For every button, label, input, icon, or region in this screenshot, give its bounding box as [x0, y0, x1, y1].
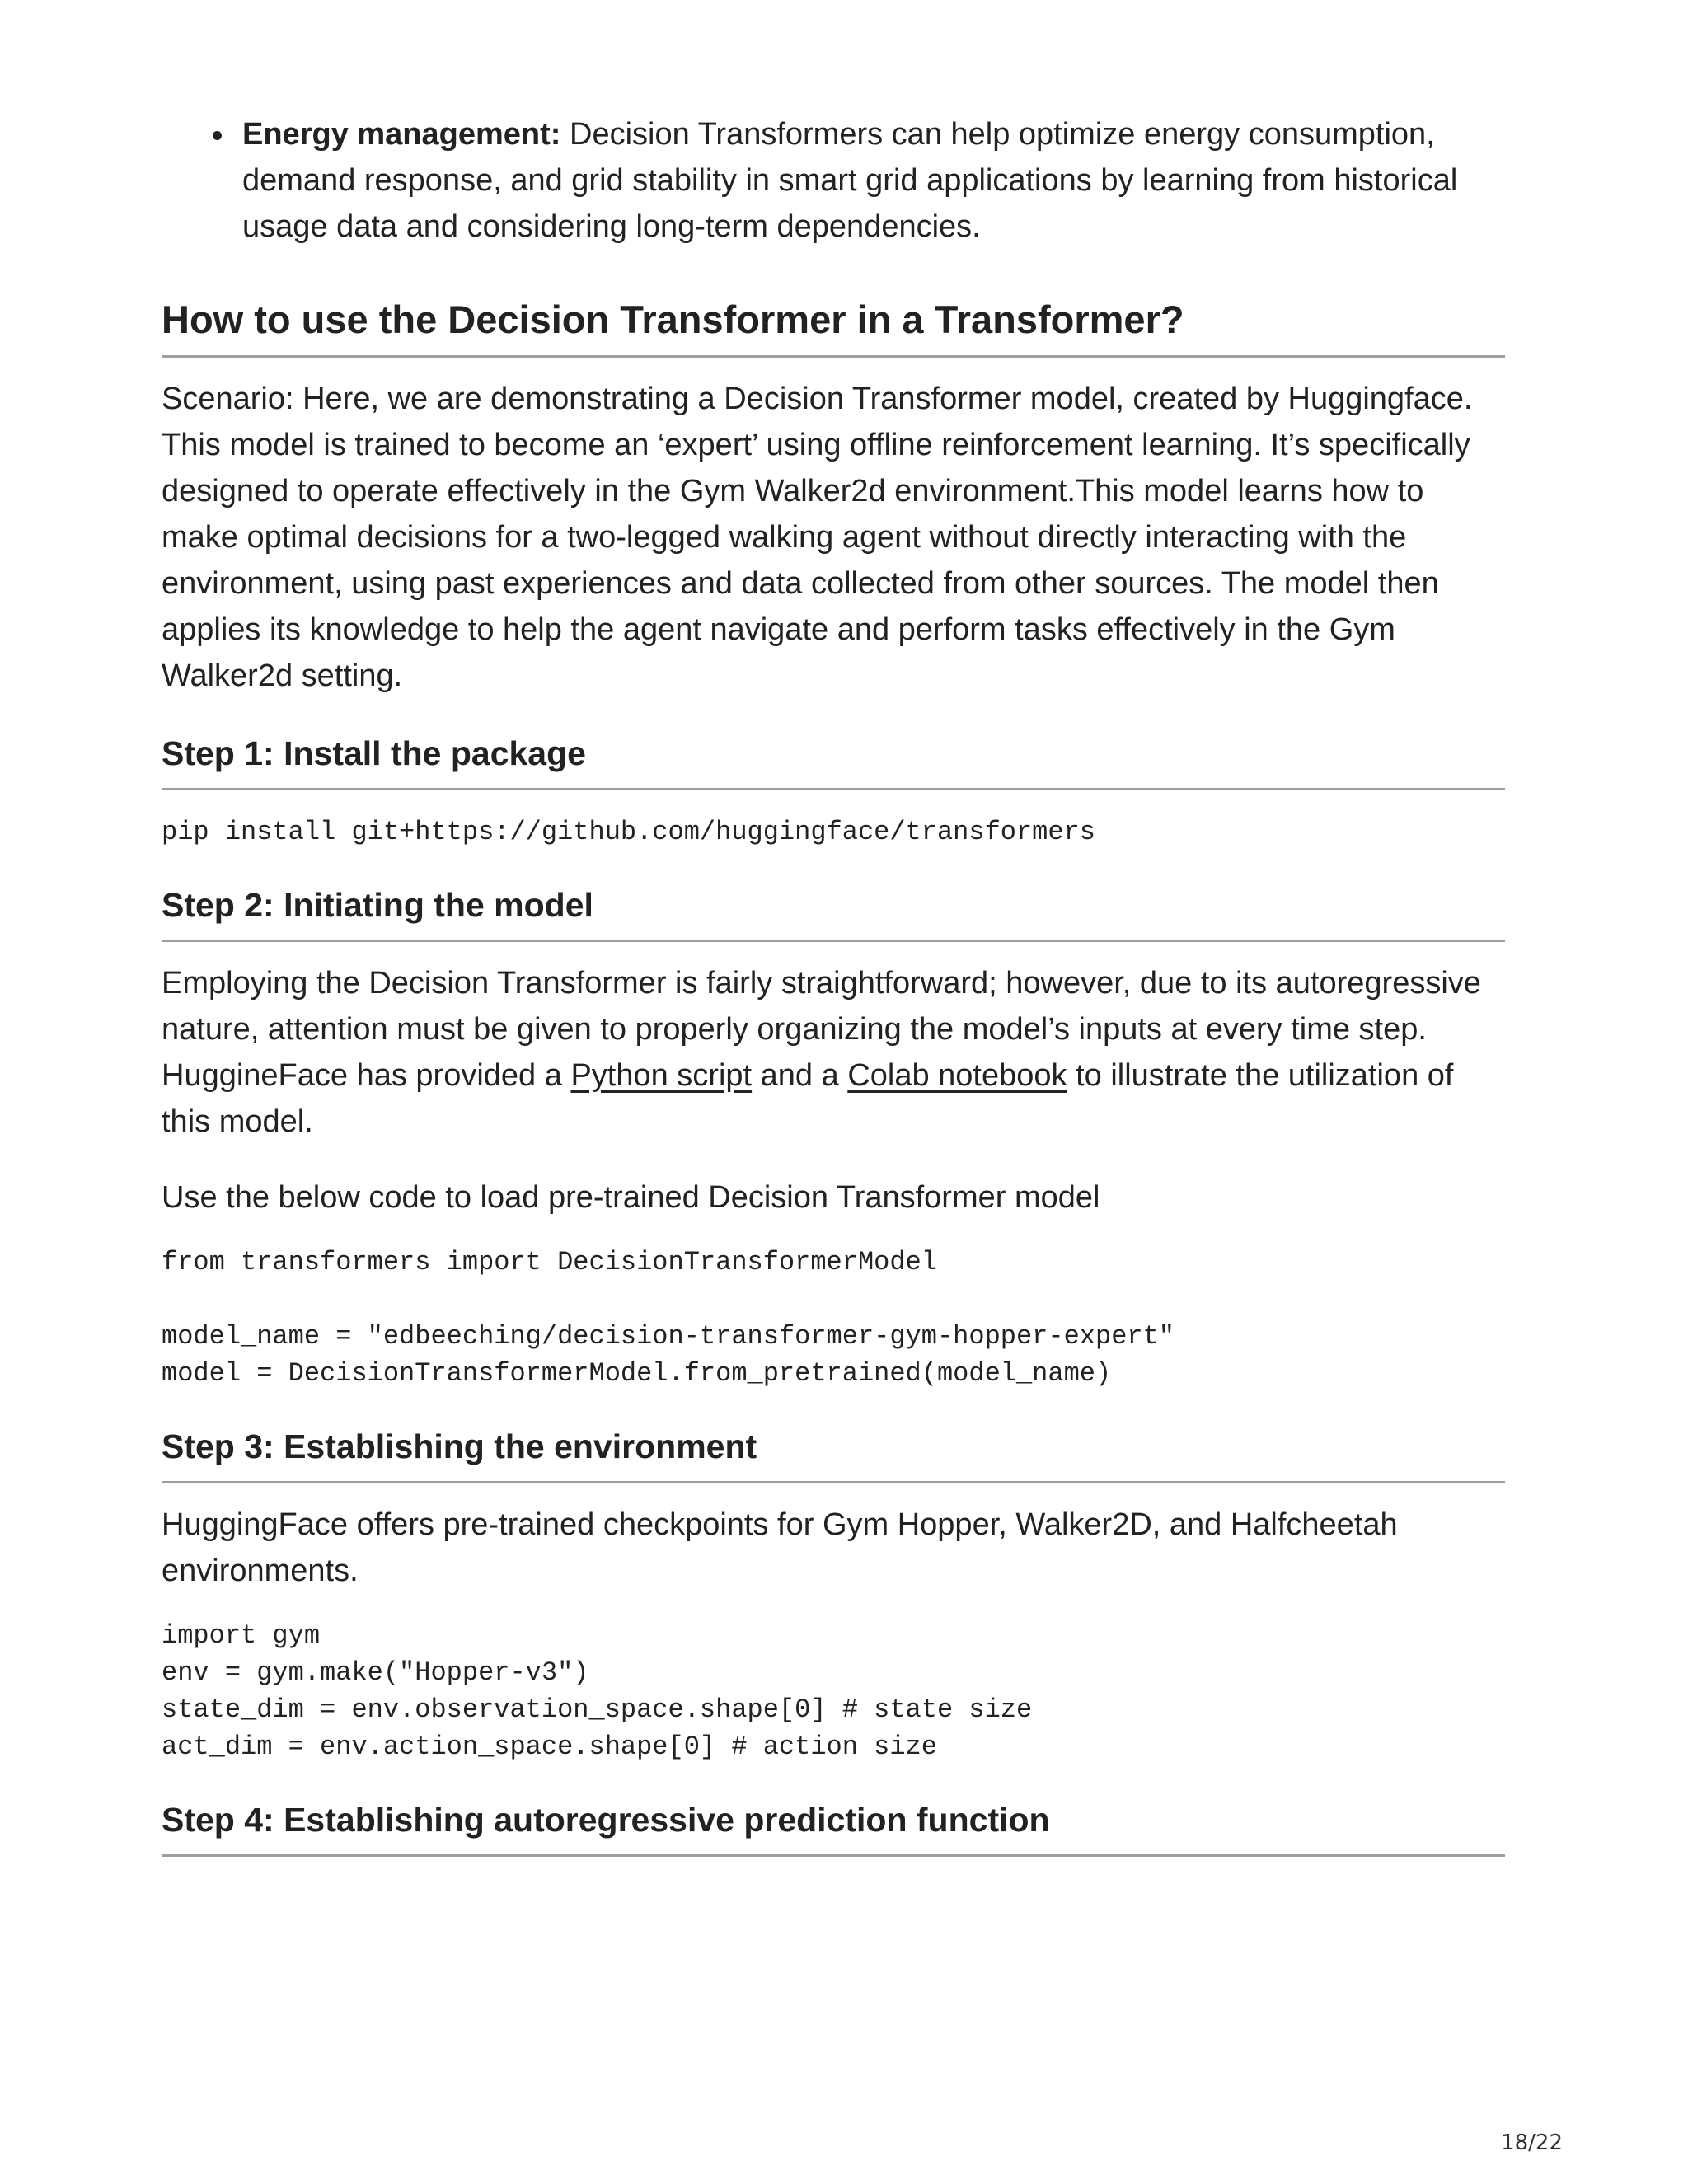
step3-paragraph: HuggingFace offers pre-trained checkpoints for Gym Hopper, Walker2D, and Halfcheetah environments. — [162, 1507, 1398, 1588]
step2-paragraph — [162, 960, 1505, 1145]
step2-heading: Step 2: Initiating the model — [162, 883, 1505, 942]
article-content — [162, 111, 1505, 1857]
python-script-link[interactable]: Python script — [570, 1058, 753, 1093]
step2-text-end: to illustrate the utilization of this model. — [162, 1058, 1454, 1139]
bullet-label: Energy management: — [242, 117, 561, 152]
colab-notebook-link[interactable]: Colab notebook — [847, 1058, 1067, 1093]
step2-code-block: from transformers import DecisionTransformerModel model_name = "edbeeching/decision-transformer-gym-hopper-expert" model = DecisionTransformerModel.from_pretrained(model_name) — [162, 1247, 1175, 1389]
bullet-dot-icon — [213, 131, 222, 140]
scenario-paragraph: Scenario: Here, we are demonstrating a Decision Transformer model, created by Huggingface. This model is trained to become an ‘expert’ using offline reinforcement learning. It’s specifically designed to operate effectively in the Gym Walker2d environment.This model learns how to make optimal decisions for a two-legged walking agent without directly interacting with the environment, using past experiences and data collected from other sources. The model then applies its knowledge to help the agent navigate and perform tasks effectively in the Gym Walker2d setting. — [162, 382, 1473, 693]
step2-text-middle: and a — [752, 1058, 848, 1093]
step1-heading: Step 1: Install the package — [162, 732, 1505, 790]
step3-heading: Step 3: Establishing the environment — [162, 1425, 1505, 1483]
step2-text-start: Employing the Decision Transformer is fairly straightforward; however, due to its autoregressive nature, attention must be given to properly organizing the model’s inputs at every time step. HuggineFace has provided a — [162, 966, 1481, 1093]
bullet-item-energy-management — [242, 111, 1505, 250]
step2-code-intro: Use the below code to load pre-trained Decision Transformer model — [162, 1180, 1100, 1215]
step4-heading: Step 4: Establishing autoregressive prediction function — [162, 1798, 1505, 1857]
section-heading: How to use the Decision Transformer in a Transformer? — [162, 296, 1505, 358]
page-number: 18/22 — [1501, 2130, 1563, 2155]
step3-code-block: import gym env = gym.make("Hopper-v3") state_dim = env.observation_space.shape[0] # state size act_dim = env.action_space.shape[0] # action size — [162, 1620, 1033, 1762]
bullet-text: Decision Transformers can help optimize energy consumption, demand response, and grid stability in smart grid applications by learning from historical usage data and considering long-term dependencies. — [242, 117, 1458, 244]
step1-code-block: pip install git+https://github.com/huggingface/transformers — [162, 817, 1095, 847]
bullet-list — [162, 111, 1505, 250]
